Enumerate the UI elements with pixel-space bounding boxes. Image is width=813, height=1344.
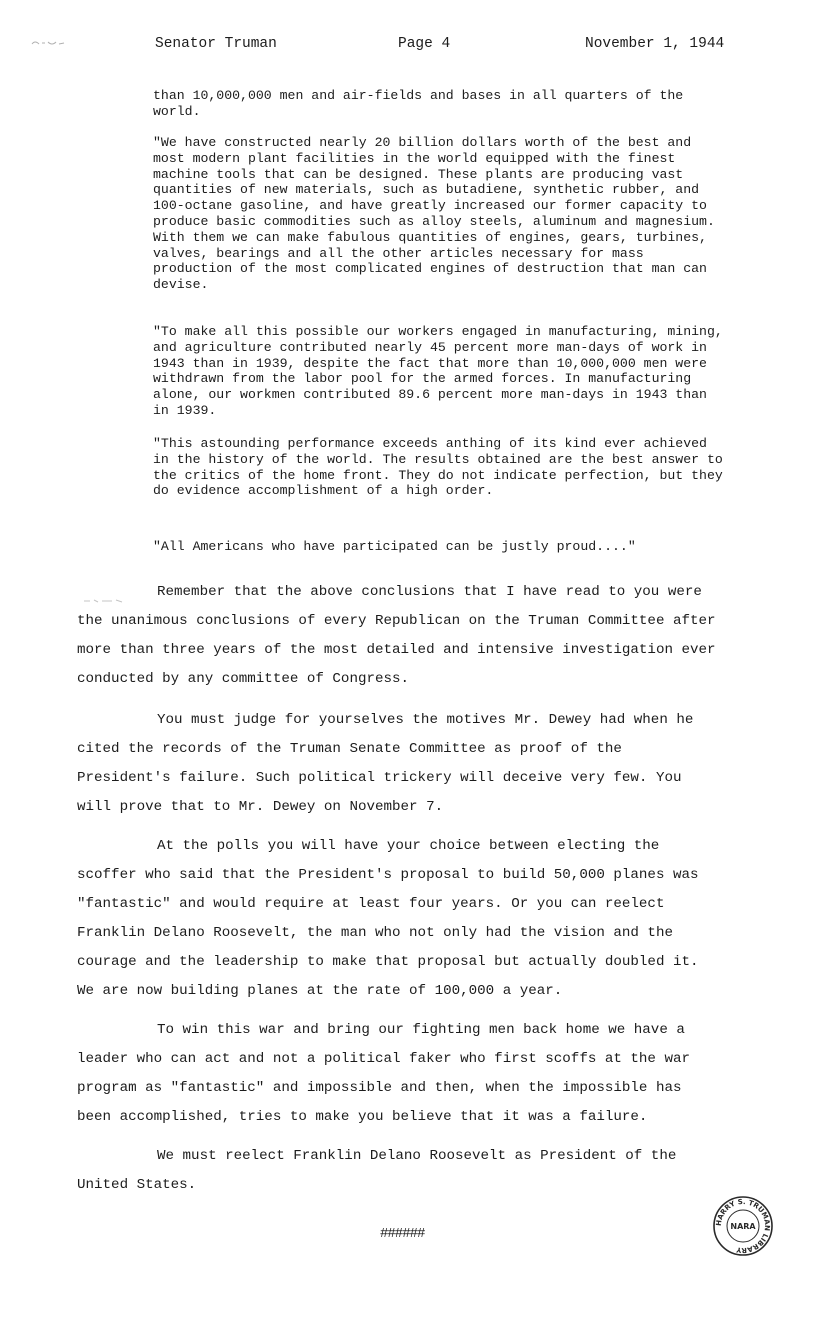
header-page-number: Page 4 bbox=[398, 36, 451, 52]
quote-paragraph: "This astounding performance exceeds anthing of its kind ever achieved in the history of the world. The results obtained are the best answer to the critics of the home front. They do not indicate perfection, but they do evidence accomplishment of a high order. bbox=[153, 436, 723, 499]
header-author: Senator Truman bbox=[155, 36, 277, 52]
body-paragraph: We must reelect Franklin Delano Roosevelt as President of the United States. bbox=[77, 1148, 677, 1193]
body-paragraph: You must judge for yourselves the motives Mr. Dewey had when he cited the records of the Truman Senate Committee as proof of the President's failure. Such political trickery will deceive very few. You will prove that to Mr. Dewey on November 7. bbox=[77, 712, 694, 815]
page-header bbox=[0, 36, 813, 60]
quote-paragraph: than 10,000,000 men and air-fields and bases in all quarters of the world. bbox=[153, 88, 684, 119]
body-paragraph: Remember that the above conclusions that I have read to you were the unanimous conclusions of every Republican on the Truman Committee after more than three years of the most detailed and intensive investigation ever conducted by any committee of Congress. bbox=[77, 584, 716, 687]
quote-paragraph: "To make all this possible our workers engaged in manufacturing, mining, and agriculture contributed nearly 45 percent more man-days of work in 1943 than in 1939, despite the fact that more than 10,000,000 men were withdrawn from the labor pool for the armed forces. In manufacturing alone, our workmen contributed 89.6 percent more man-days in 1943 than in 1939. bbox=[153, 324, 723, 418]
svg-text:NARA: NARA bbox=[730, 1222, 756, 1231]
body-paragraph: At the polls you will have your choice between electing the scoffer who said that the President's proposal to build 50,000 planes was "fantastic" and would require at least four years. Or you can reelect Franklin Delano Roosevelt, the man who not only had the vision and the courage and the leadership to make that proposal but actually doubled it. We are now building planes at the rate of 100,000 a year. bbox=[77, 838, 699, 999]
svg-text:HARRY S. TRUMAN LIBRARY: HARRY S. TRUMAN LIBRARY bbox=[714, 1197, 772, 1255]
header-date: November 1, 1944 bbox=[585, 36, 725, 52]
library-stamp-seal bbox=[712, 1195, 774, 1257]
quote-closing-line: "All Americans who have participated can be justly proud...." bbox=[153, 539, 636, 554]
end-of-document-mark: ###### bbox=[380, 1226, 425, 1242]
body-paragraph: To win this war and bring our fighting men back home we have a leader who can act and not a political faker who first scoffs at the war program as "fantastic" and impossible and then, when the impossible has been accomplished, tries to make you believe that it was a failure. bbox=[77, 1022, 690, 1125]
quote-paragraph: "We have constructed nearly 20 billion dollars worth of the best and most modern plant facilities in the world equipped with the finest machine tools that can be designed. These plants are producing vast quantities of new materials, such as butadiene, synthetic rubber, and 100-octane gasoline, and have greatly increased our former capacity to produce basic commodities such as alloy steels, aluminum and magnesium. With them we can make fabulous quantities of engines, gears, turbines, valves, bearings and all the other articles necessary for mass production of the most complicated engines of destruction that man can devise. bbox=[153, 135, 715, 293]
